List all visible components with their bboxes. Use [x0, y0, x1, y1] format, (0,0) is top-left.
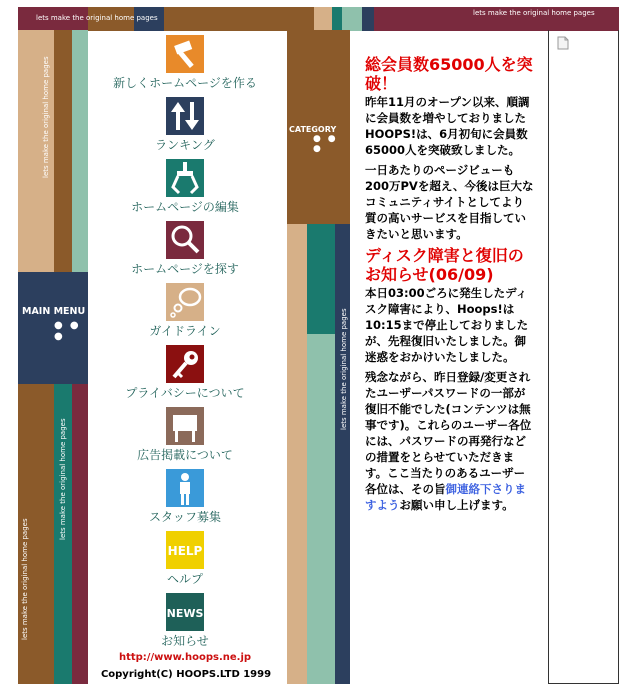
nav-label: 広告掲載について	[137, 448, 233, 462]
nav-label: 新しくホームページを作る	[113, 76, 257, 90]
main-menu-dots: ● ● ●	[54, 320, 81, 342]
nav-news[interactable]	[104, 593, 266, 649]
svg-text:NEWS: NEWS	[166, 607, 204, 620]
signboard-icon	[166, 407, 204, 445]
nav-label: ガイドライン	[149, 324, 221, 338]
vertical-tagline: lets make the original home pages	[42, 56, 50, 178]
news-icon	[166, 593, 204, 631]
key-icon	[166, 345, 204, 383]
hammer-icon	[166, 35, 204, 73]
news-paragraph: 昨年11月のオープン以来、順調に会員数を増やしておりましたHOOPS!は、6月初旬に会員数65000人を突破致しました。	[365, 95, 530, 157]
banner-tagline-right: lets make the original home pages	[473, 9, 595, 17]
main-menu-block	[18, 272, 88, 384]
banner-segment	[314, 7, 332, 31]
left-stripe-mint	[72, 30, 88, 272]
category-stripe-mint	[307, 334, 335, 684]
nav-label: ヘルプ	[166, 572, 203, 586]
news-text: 残念ながら、昨日登録/変更されたユーザーパスワードの一部が復旧不能でした(コンテンツは無事です)。これらのユーザー各位には、パスワードの再発行などの措置をとらせていただきます。ここ当たりのあるユーザー各位は、その旨	[365, 370, 532, 496]
nav-privacy[interactable]	[104, 345, 266, 401]
news-section	[365, 55, 535, 517]
category-stripe-teal	[307, 224, 335, 334]
copyright-text: Copyright(C) HOOPS.LTD 1999	[100, 669, 272, 680]
magnifier-icon	[166, 221, 204, 259]
person-icon	[166, 469, 204, 507]
category-block	[287, 30, 350, 224]
banner-segment	[342, 7, 362, 31]
news-headline: 総会員数65000人を突破！	[365, 55, 533, 93]
nav-label: プライバシーについて	[125, 386, 245, 400]
category-stripe-navy	[335, 224, 350, 684]
left-stripe-brown	[54, 30, 72, 272]
news-paragraph: 本日03:00ごろに発生したディスク障害により、Hoops!は10:15まで停止しておりましたが、先程復旧いたしました。御迷惑をおかけいたしました。	[365, 286, 529, 364]
nav-label: ホームページを探す	[131, 262, 239, 276]
nav-label: ランキング	[155, 138, 215, 152]
news-paragraph: 一日あたりのページビューも200万PVを超え、今後は巨大なコミュニティサイトとしてより質の高いサービスを目指していきたいと思います。	[365, 163, 534, 241]
right-frame	[548, 30, 619, 684]
nav-search-homepage[interactable]	[104, 221, 266, 277]
nav-ranking[interactable]	[104, 97, 266, 153]
category-stripe-tan	[287, 224, 307, 684]
top-banner	[18, 7, 619, 31]
main-menu-label: MAIN MENU	[22, 306, 86, 317]
crane-claw-icon	[166, 159, 204, 197]
nav-advertising[interactable]	[104, 407, 266, 463]
left-stripe-maroon-lower	[72, 384, 88, 684]
up-down-arrows-icon	[166, 97, 204, 135]
nav-staff-recruit[interactable]	[104, 469, 266, 525]
broken-image-icon	[557, 36, 569, 50]
category-dots: ● ● ●	[313, 134, 338, 154]
help-icon	[166, 531, 204, 569]
banner-tagline-left: lets make the original home pages	[36, 14, 158, 22]
nav-label: スタッフ募集	[148, 510, 221, 524]
category-label: CATEGORY	[289, 125, 337, 134]
nav-label: お知らせ	[161, 634, 209, 648]
banner-segment	[362, 7, 374, 31]
news-paragraph	[365, 369, 535, 513]
banner-segment	[164, 7, 314, 31]
banner-segment	[332, 7, 342, 31]
vertical-tagline: lets make the original home pages	[21, 518, 29, 640]
nav-guideline[interactable]	[104, 283, 266, 339]
news-text: お願い申し上げます。	[399, 498, 514, 512]
nav-label: ホームページの編集	[131, 200, 239, 214]
contact-link[interactable]: 御連絡下さりますよう	[365, 482, 526, 512]
nav-create-homepage[interactable]	[104, 35, 266, 91]
nav-help[interactable]	[104, 531, 266, 587]
site-url-link[interactable]: http://www.hoops.ne.jp	[118, 652, 252, 663]
news-headline: ディスク障害と復旧のお知らせ(06/09)	[365, 246, 524, 284]
nav-edit-homepage[interactable]	[104, 159, 266, 215]
vertical-tagline: lets make the original home pages	[59, 418, 67, 540]
vertical-tagline: lets make the original home pages	[340, 308, 348, 430]
svg-text:HELP: HELP	[167, 544, 203, 558]
thought-bubble-icon	[166, 283, 204, 321]
